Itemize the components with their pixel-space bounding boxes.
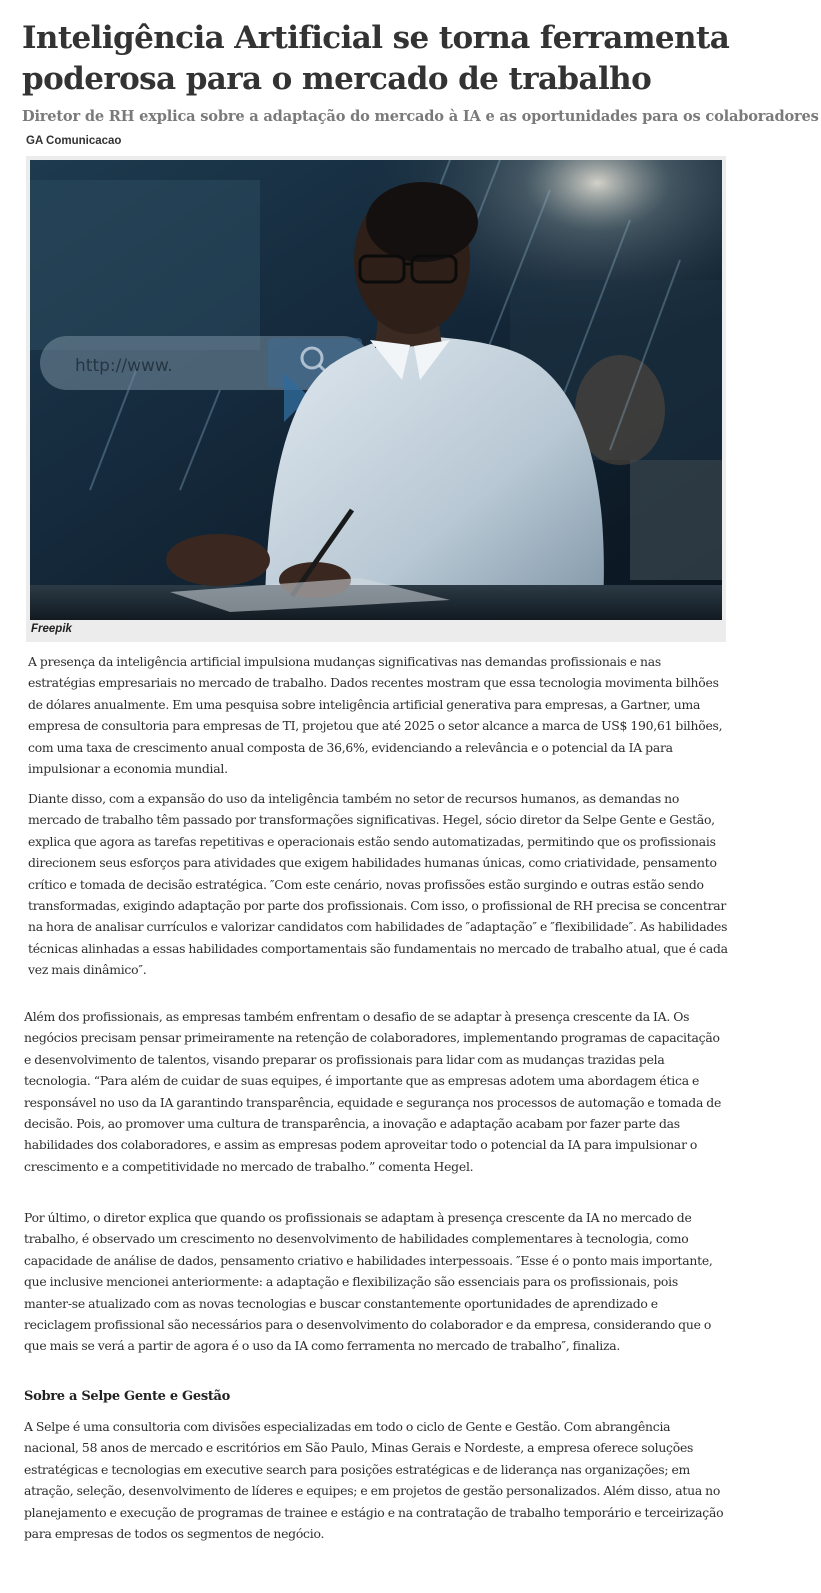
article-byline: GA Comunicacao bbox=[26, 135, 122, 147]
article-paragraph: A presença da inteligência artificial impulsiona mudanças significativas nas demandas profissionais e nas estratégias empresariais no mercado de trabalho. Dados recentes mostram que essa tecnologia movimenta bilhões de dólares anualmente. Em uma pesquisa sobre inteligência artificial generativa para empresas, a Gartner, uma empresa de consultoria para empresas de TI, projetou que até 2025 o setor alcance a marca de US$ 190,61 bilhões, com uma taxa de crescimento anual composta de 36,6%, evidenciando a relevância e o potencial da IA para impulsionar a economia mundial. bbox=[28, 654, 723, 777]
article-paragraph: Diante disso, com a expansão do uso da inteligência também no setor de recursos humanos, as demandas no mercado de trabalho têm passado por transformações significativas. Hegel, sócio diretor da Selpe Gente e Gestão, explica que agora as tarefas repetitivas e operacionais estão sendo automatizadas, permitindo que os profissionais direcionem seus esforços para atividades que exigem habilidades humanas únicas, como criatividade, pensamento crítico e tomada de decisão estratégica. ″Com este cenário, novas profissões estão surgindo e outras estão sendo transformadas, exigindo adaptação por parte dos profissionais. Com isso, o profissional de RH precisa se concentrar na hora de analisar currículos e valorizar candidatos com habilidades de ″adaptação″ e ″flexibilidade″. As habilidades técnicas alinhadas a essas habilidades comportamentais são fundamentais no mercado de trabalho atual, que é cada vez mais dinâmico″. bbox=[28, 791, 728, 978]
section-heading-about: Sobre a Selpe Gente e Gestão bbox=[24, 1389, 231, 1404]
photo-url-text: http://www. bbox=[75, 356, 173, 376]
article-headline: Inteligência Artificial se torna ferramenta poderosa para o mercado de trabalho bbox=[22, 20, 730, 97]
article-paragraph: Por último, o diretor explica que quando os profissionais se adaptam à presença crescente da IA no mercado de trabalho, é observado um crescimento no desenvolvimento de habilidades complementares à tecnologia, como capacidade de análise de dados, pensamento criativo e habilidades interpessoais. ″Esse é o ponto mais importante, que inclusive mencionei anteriormente: a adaptação e flexibilização são essenciais para os profissionais, pois manter-se atualizado com as novas tecnologias e buscar constantemente oportunidades de aprendizado e reciclagem profissional são necessários para o desenvolvimento do colaborador e da empresa, considerando que o que mais se verá a partir de agora é o uso da IA como ferramenta no mercado de trabalho″, finaliza. bbox=[24, 1210, 713, 1354]
article-figure bbox=[26, 156, 726, 642]
article-photo bbox=[30, 160, 722, 620]
article-subtitle: Diretor de RH explica sobre a adaptação do mercado à IA e as oportunidades para os colaboradores bbox=[22, 108, 819, 125]
article-paragraph: Além dos profissionais, as empresas também enfrentam o desafio de se adaptar à presença crescente da IA. Os negócios precisam pensar primeiramente na retenção de colaboradores, implementando programas de capacitação e desenvolvimento de talentos, visando preparar os profissionais para lidar com as mudanças trazidas pela tecnologia. “Para além de cuidar de suas equipes, é importante que as empresas adotem uma abordagem ética e responsável no uso da IA garantindo transparência, equidade e segurança nos processos de automação e tomada de decisão. Pois, ao promover uma cultura de transparência, a inovação e adaptação acabam por fazer parte das habilidades dos colaboradores, e assim as empresas podem aproveitar todo o potencial da IA para impulsionar o crescimento e a competitividade no mercado de trabalho.” comenta Hegel. bbox=[24, 1009, 722, 1174]
about-paragraph: A Selpe é uma consultoria com divisões especializadas em todo o ciclo de Gente e Gestão. Com abrangência nacional, 58 anos de mercado e escritórios em São Paulo, Minas Gerais e Nordeste, a empresa oferece soluções estratégicas e tecnologias em executive search para posições estratégicas e de liderança nas organizações; em atração, seleção, desenvolvimento de líderes e equipes; e em projetos de gestão personalizados. Além disso, atua no planejamento e execução de programas de trainee e estágio e na contratação de trabalho temporário e terceirização para empresas de todos os segmentos de negócio. bbox=[24, 1419, 724, 1542]
photo-credit: Freepik bbox=[31, 623, 72, 635]
